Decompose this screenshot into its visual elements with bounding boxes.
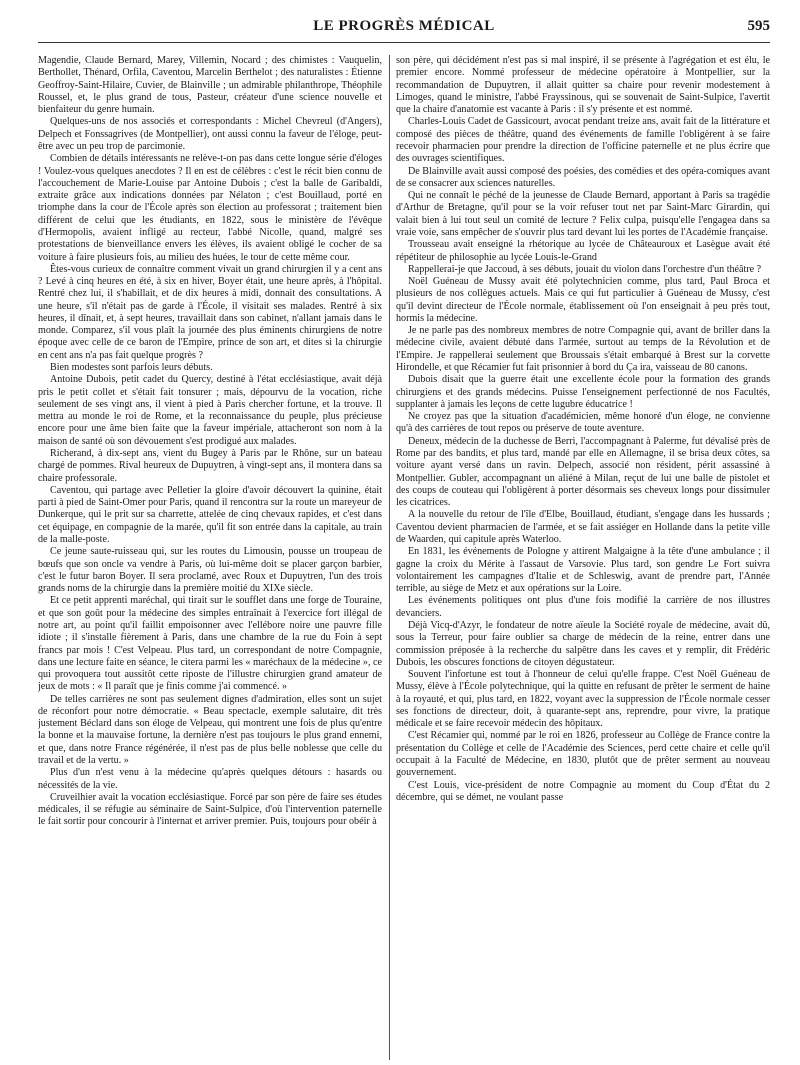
header-rule xyxy=(38,42,770,43)
page-number: 595 xyxy=(747,18,770,34)
paragraph: Déjà Vicq-d'Azyr, le fondateur de notre aïeule la Société royale de médecine, avait dû, sous la Terreur, pour faire oublier sa charge de médecin de la reine, entrer dans une commission préposée à la recherche du salpêtre dans les caves et y remplir, dit Frédéric Dubois, les obscures fonctions de citoyen dégustateur. xyxy=(396,619,770,668)
paragraph: Ce jeune saute-ruisseau qui, sur les routes du Limousin, pousse un troupeau de bœufs que son oncle va vendre à Paris, où lui-même doit se placer garçon barbier, c'est le futur baron Boyer. Il sera proclamé, avec Roux et Dupuytren, l'un des trois grands noms de la chirurgie dans la première moitié du XIXe siècle. xyxy=(38,546,382,595)
paragraph: Plus d'un n'est venu à la médecine qu'après quelques détours : hasards ou nécessités de la vie. xyxy=(38,767,382,791)
paragraph: Et ce petit apprenti maréchal, qui tirait sur le soufflet dans une forge de Touraine, et que son goût pour la médecine des simples entraînait à l'exercice fort illégal de notre art, au point qu'il faillit empoisonner avec l'ellébore noire une pauvre fille idiote ; il s'installe fièrement à Paris, dans une chambre de la rue du Foin à sept francs par mois ! C'est Velpeau. Plus tard, un correspondant de notre Compagnie, dans une lecture faite en séance, le citera parmi les « maréchaux de la médecine », ce qui provoquera tout aussitôt cette riposte de l'illustre chirurgien grand amateur de jeux de mots : « Il paraît que je finis comme j'ai commencé. » xyxy=(38,595,382,693)
paragraph: Caventou, qui partage avec Pelletier la gloire d'avoir découvert la quinine, était parti à pied de Saint-Omer pour Paris, quand il rencontra sur la route un mareyeur de Dunkerque, qui le prit sur sa charrette, attelée de cinq chevaux rapides, et c'est dans cet équipage, en compagnie de la marée, qu'il fit son entrée dans la capitale, au train de la malle-poste. xyxy=(38,484,382,545)
paragraph: Ne croyez pas que la situation d'académicien, même honoré d'un éloge, ne convienne qu'à des carrières de tout repos ou préserve de toute aventure. xyxy=(396,411,770,435)
page-header xyxy=(38,14,770,42)
paragraph: Qui ne connaît le péché de la jeunesse de Claude Bernard, apportant à Paris sa tragédie d'Arthur de Bretagne, qu'il pour se la voir refuser tout net par Saint-Marc Girardin, qui valait bien à lui tout seul un comité de lecture ? Felix culpa, puisqu'elle l'engagea dans sa vraie voie, sans empêcher de s'ouvrir plus tard devant lui les portes de l'Académie française. xyxy=(396,190,770,238)
paragraph: Quelques-uns de nos associés et correspondants : Michel Chevreul (d'Angers), Delpech et Fonssagrives (de Montpellier), ont aussi connu la faveur de l'éloge, peut-être avec un peu trop de parcimonie. xyxy=(38,116,382,152)
paragraph: De telles carrières ne sont pas seulement dignes d'admiration, elles sont un sujet de réconfort pour notre démocratie. « Beau spectacle, exemple salutaire, dit très justement Béclard dans son éloge de Velpeau, qui montrent une fois de plus qu'entre la bonne et la mauvaise fortune, la dernière n'est pas toujours le plus grand ennemi, et que, dans notre France régénérée, il n'est pas de plus belle noblesse que celle du travail et de la vertu. » xyxy=(38,693,382,767)
paragraph: Trousseau avait enseigné la rhétorique au lycée de Châteauroux et Lasègue avait été répétiteur de philosophie au lycée Louis-le-Grand xyxy=(396,239,770,263)
paragraph: Êtes-vous curieux de connaître comment vivait un grand chirurgien il y a cent ans ? Levé à cinq heures en été, à six en hiver, Boyer était, une heure après, à l'hôpital. Rentré chez lui, il s'habillait, et de dix heures à midi, donnait des consultations. A une heure, s'il n'était pas de garde à l'École, il visitait ses malades. Rentré à six heures, il dînait, et, à sept heures, travaillait dans son cabinet, n'allant jamais dans le monde. Comparez, s'il vous plaît la journée des plus éminents chirurgiens de notre époque avec celle de ce baron de l'Empire, prince de son art, et dites si la chirurgie en cent ans n'a pas fait quelque progrès ? xyxy=(38,263,382,361)
paragraph: Noël Guéneau de Mussy avait été polytechnicien comme, plus tard, Paul Broca et plusieurs de nos collègues actuels. Mais ce qui fut particulier à Guéneau de Mussy, c'est qu'il devint directeur de l'École normale, établissement où l'on enseignait à peu près tout, hormis la médecine. xyxy=(396,276,770,324)
paragraph: Cruveilhier avait la vocation ecclésiastique. Forcé par son père de faire ses études médicales, il se réfugie au séminaire de Saint-Sulpice, d'où l'intervention paternelle le fait sortir pour concourir à l'internat et arriver premier. Puis, toujours pour obéir à xyxy=(38,791,382,828)
paragraph: Je ne parle pas des nombreux membres de notre Compagnie qui, avant de briller dans la médecine civile, avaient débuté dans l'armée, surtout au temps de la Révolution et de l'Empire. Je rappellerai seulement que Broussais s'était embarqué à Brest sur la corvette Hirondelle, et que Récamier fut fait prisonnier à bord du Ça ira, vaisseau de 80 canons. xyxy=(396,325,770,374)
paragraph: A la nouvelle du retour de l'île d'Elbe, Bouillaud, étudiant, s'engage dans les hussards ; Caventou devient pharmacien de l'armée, et se fait assiéger en Hollande dans la petite ville de Waarden, qui capitule après Waterloo. xyxy=(396,509,770,545)
right-column xyxy=(396,55,770,1060)
paragraph: Rappellerai-je que Jaccoud, à ses débuts, jouait du violon dans l'orchestre d'un théâtre ? xyxy=(408,263,762,275)
paragraph: Combien de détails intéressants ne relève-t-on pas dans cette longue série d'éloges ! Voulez-vous quelques anecdotes ? Il en est de célèbres : c'est le récit bien connu de l'accouchement de Marie-Louise par Antoine Dubois ; c'est la balle de Garibaldi, extraite grâce aux indications données par Nélaton ; c'est Bouillaud, porté en triomphe dans la cour de l'École après son élection au professorat ; traitement bien différent de celui que les étudiants, en 1822, sous le ministère de l'évêque d'Hermopolis, avaient infligé au recteur, l'abbé Nicolle, quand, malgré ses protestations de bienveillance envers les élèves, ils avaient obligé le cocher de sa voiture à faire plusieurs fois, au milieu des huées, le tour de cette même cour. xyxy=(38,153,382,263)
paragraph: Antoine Dubois, petit cadet du Quercy, destiné à l'état ecclésiastique, avait déjà pris le petit collet et s'était fait tonsurer ; mais, dépourvu de la vocation, riche seulement de ses vingt ans, il vient à pied à Paris chercher fortune, et la trouve. Il mettra au monde le roi de Rome, et la reconnaissance du peuple, plus précieuse encore pour une âme bien faite que la faveur impériale, attacheront son nom à la maison de santé où son dévouement s'est prodigué aux malades. xyxy=(38,374,382,447)
paragraph: Les événements politiques ont plus d'une fois modifié la carrière de nos illustres devanciers. xyxy=(396,595,770,619)
paragraph: C'est Récamier qui, nommé par le roi en 1826, professeur au Collège de France contre la présentation du Collège et celle de l'Académie des Sciences, perd cette chaire et celle qu'il occupait à la Faculté de Médecine, en 1830, plutôt que de prêter serment au nouveau gouvernement. xyxy=(396,730,770,779)
paragraph: son père, qui décidément n'est pas si mal inspiré, il se présente à l'agrégation et est élu, le premier encore. Nommé professeur de médecine opératoire à Montpellier, sur la recommandation de Dupuytren, il allait quitter sa chaire pour revenir modestement à Limoges, quand le ministre, l'abbé Frayssinous, qui se souvenait de Saint-Sulpice, l'avertit que la chaire d'anatomie est vacante à Paris : il s'y présente et est nommé. xyxy=(396,55,770,116)
paragraph: C'est Louis, vice-président de notre Compagnie au moment du Coup d'État du 2 décembre, qui se démet, ne voulant passe xyxy=(396,779,770,803)
paragraph: Deneux, médecin de la duchesse de Berri, l'accompagnant à Palerme, fut dévalisé près de Rome par des bandits, et plus tard, mandé par elle en Allemagne, il se brisa deux côtes, sa voiture ayant versé dans un ravin. Delpech, associé non résident, périt assassiné à Montpellier. Gubler, accompagnant un aliéné à Milan, reçut de lui une balle de pistolet et des coups de couteau qui l'obligèrent à porter désormais ses cheveux longs pour dissimuler les cicatrices. xyxy=(396,435,770,509)
paragraph: Magendie, Claude Bernard, Marey, Villemin, Nocard ; des chimistes : Vauquelin, Berthollet, Thénard, Orfila, Caventou, Marcelin Berthelot ; des naturalistes : Étienne Geoffroy-Saint-Hilaire, Cuvier, de Blainville ; un admirable philanthrope, Théophile Roussel, et, le plus grand de tous, Pasteur, créateur d'une science nouvelle et bienfaiteur du genre humain. xyxy=(38,55,382,116)
paragraph: Richerand, à dix-sept ans, vient du Bugey à Paris par le Rhône, sur un bateau chargé de pommes. Rival heureux de Dupuytren, à vingt-sept ans, il montera dans sa chaire professorale. xyxy=(38,448,382,484)
running-title: LE PROGRÈS MÉDICAL xyxy=(313,18,495,34)
paragraph: Charles-Louis Cadet de Gassicourt, avocat pendant treize ans, avait fait de la littérature et composé des pièces de théâtre, quand des événements de famille l'obligèrent à se faire recevoir pharmacien pour prendre la direction de l'officine paternelle et ne plus écrire que des ouvrages scientifiques. xyxy=(396,116,770,165)
column-divider xyxy=(389,55,390,1060)
paragraph: En 1831, les événements de Pologne y attirent Malgaigne à la tête d'une ambulance ; il gagne la croix du Mérite à l'assaut de Varsovie. Plus tard, son gendre Le Fort suivra volontairement les campagnes d'Italie et de Schleswig, avant de prendre part, l'Année terrible, au siège de Metz et aux opérations sur la Loire. xyxy=(396,546,770,595)
paragraph: Dubois disait que la guerre était une excellente école pour la formation des grands chirurgiens et des grands médecins. Puisse l'enseignement perfectionné de nos Facultés, supplanter à jamais les leçons de cette lugubre éducatrice ! xyxy=(396,374,770,410)
left-column xyxy=(38,55,382,1060)
paragraph: De Blainville avait aussi composé des poésies, des comédies et des opéra-comiques avant de se consacrer aux sciences naturelles. xyxy=(396,165,770,189)
paragraph: Souvent l'infortune est tout à l'honneur de celui qu'elle frappe. C'est Noël Guéneau de Mussy, élève à l'École polytechnique, qui la quitte en refusant de prêter le serment de haine à la royauté, et qui, plus tard, en 1822, voyant avec la suppression de l'École normale cesser ses fonctions de directeur, doit, à quarante-sept ans, reprendre, pour vivre, la pratique médicale et se faire recevoir médecin des hôpitaux. xyxy=(396,669,770,730)
paragraph: Bien modestes sont parfois leurs débuts. xyxy=(50,362,213,374)
